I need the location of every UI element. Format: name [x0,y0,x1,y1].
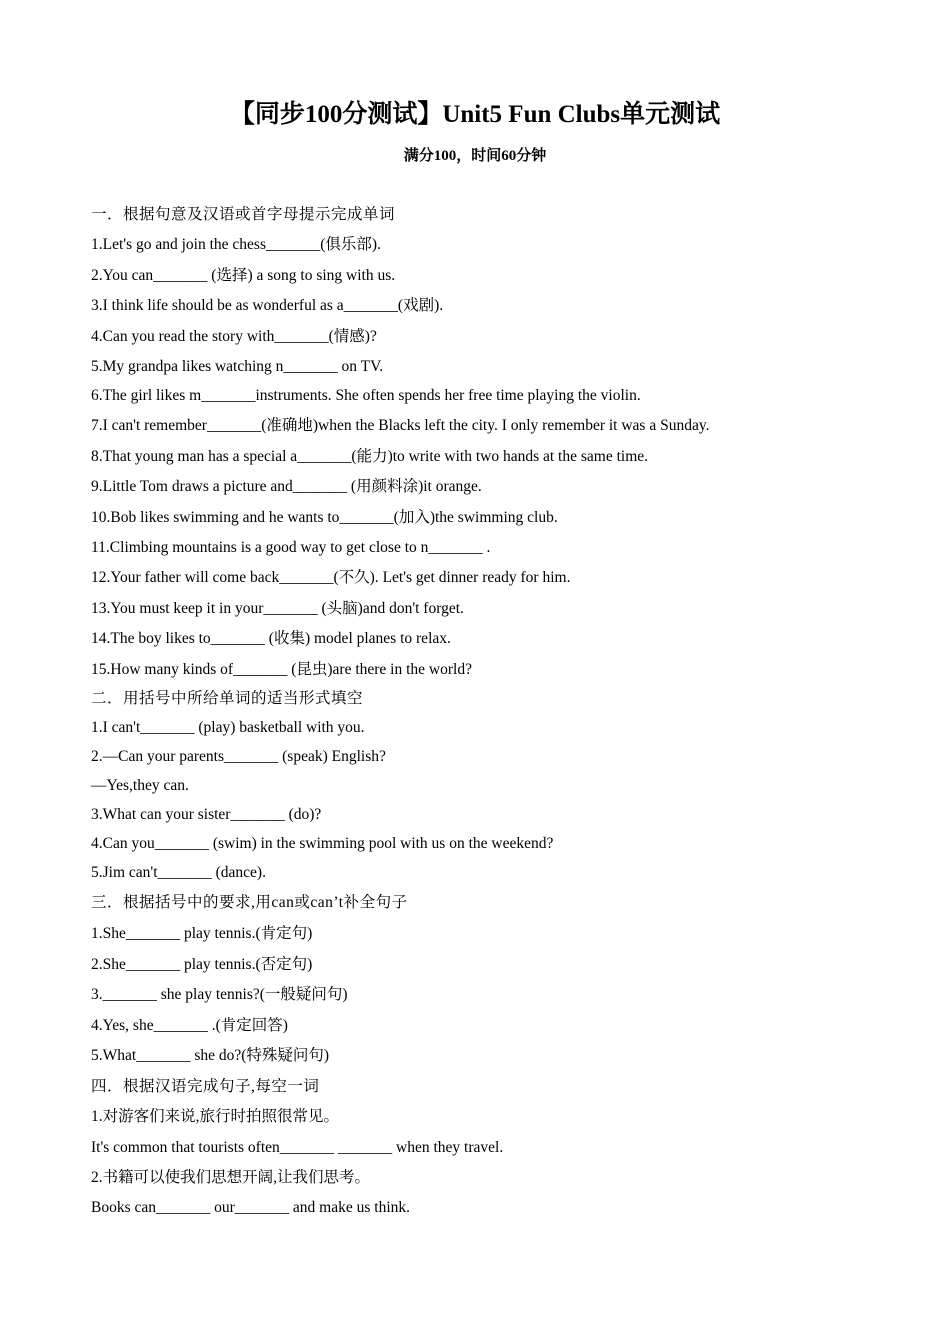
section-heading-2: 二．用括号中所给单词的适当形式填空 [91,690,364,707]
page-subtitle: 满分100，时间60分钟 [403,148,547,164]
question-line: 2.—Can your parents_______ (speak) English? [91,748,386,765]
question-line: 4.Can you read the story with_______(情感)? [91,328,377,345]
question-line: 13.You must keep it in your_______ (头脑)and don't forget. [91,600,464,617]
question-line: 5.Jim can't_______ (dance). [91,864,266,881]
section-heading-4: 四．根据汉语完成句子,每空一词 [91,1078,320,1095]
page-title: 【同步100分测试】Unit5 Fun Clubs单元测试 [229,101,721,128]
question-line: 12.Your father will come back_______(不久). Let's get dinner ready for him. [91,569,571,586]
question-line: 14.The boy likes to_______ (收集) model planes to relax. [91,630,451,647]
section-heading-1: 一．根据句意及汉语或首字母提示完成单词 [91,206,396,223]
question-line: Books can_______ our_______ and make us think. [91,1199,411,1216]
question-line: 3.What can your sister_______ (do)? [91,806,322,823]
question-line: 2.She_______ play tennis.(否定句) [91,956,313,973]
question-line: 3._______ she play tennis?(一般疑问句) [91,986,348,1003]
question-line: 2.You can_______ (选择) a song to sing with us. [91,267,396,284]
question-line: 4.Can you_______ (swim) in the swimming pool with us on the weekend? [91,835,554,852]
question-line: 5.What_______ she do?(特殊疑问句) [91,1047,330,1064]
question-line: 1.I can't_______ (play) basketball with you. [91,719,365,736]
question-line: It's common that tourists often_______ _______ when they travel. [91,1139,504,1156]
question-line: —Yes,they can. [91,777,189,794]
question-line: 1.She_______ play tennis.(肯定句) [91,925,313,942]
question-line: 5.My grandpa likes watching n_______ on TV. [91,358,384,375]
question-line: 1.Let's go and join the chess_______(俱乐部). [91,236,381,253]
question-line: 8.That young man has a special a_______(能力)to write with two hands at the same time. [91,448,649,465]
question-line: 15.How many kinds of_______ (昆虫)are there in the world? [91,661,472,678]
question-line: 7.I can't remember_______(准确地)when the Blacks left the city. I only remember it was a Sunday. [91,417,710,434]
question-line: 9.Little Tom draws a picture and_______ (用颜料涂)it orange. [91,478,482,495]
question-line: 10.Bob likes swimming and he wants to_______(加入)the swimming club. [91,509,558,526]
question-line: 4.Yes, she_______ .(肯定回答) [91,1017,288,1034]
question-line: 6.The girl likes m_______instruments. She often spends her free time playing the violin. [91,387,641,404]
question-line: 11.Climbing mountains is a good way to get close to n_______ . [91,539,491,556]
question-line: 3.I think life should be as wonderful as a_______(戏剧). [91,297,444,314]
question-line: 1.对游客们来说,旅行时拍照很常见。 [91,1108,340,1125]
question-line: 2.书籍可以使我们思想开阔,让我们思考。 [91,1169,371,1186]
section-heading-3: 三．根据括号中的要求,用can或can’t补全句子 [91,894,408,911]
